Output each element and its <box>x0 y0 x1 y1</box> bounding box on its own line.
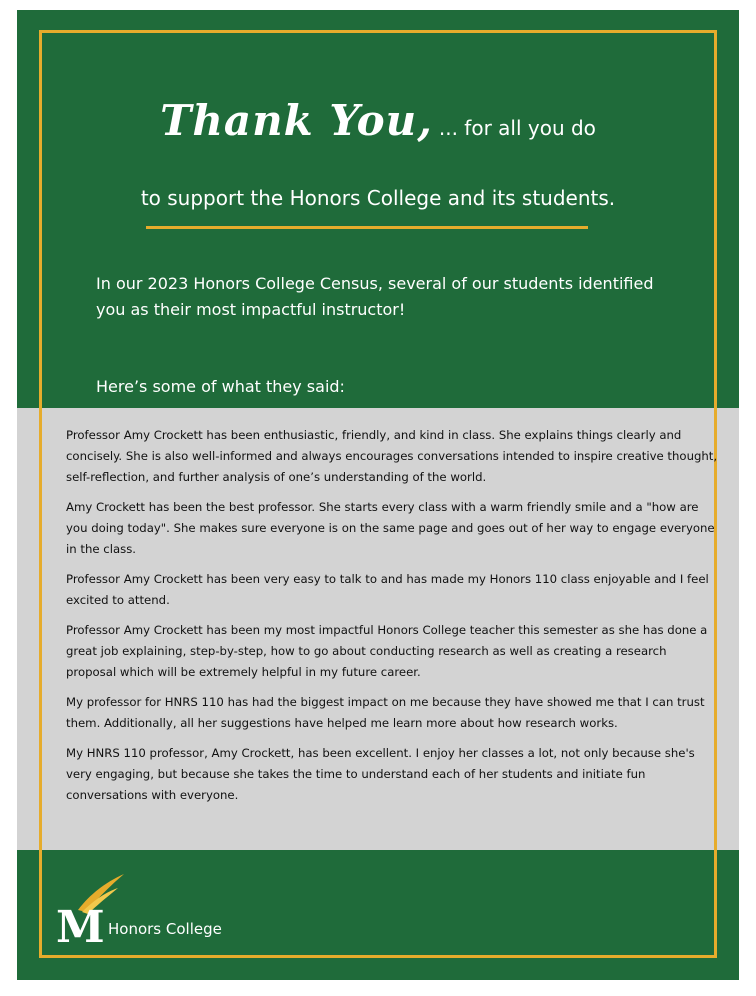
quote-item: Professor Amy Crockett has been very easy to talk to and has made my Honors 110 class enjoyable and I feel excited to attend. <box>66 572 709 607</box>
quotes-list <box>66 425 718 815</box>
quote-item: My professor for HNRS 110 has had the biggest impact on me because they have showed me that I can trust them. Additionally, all her suggestions have helped me learn more about how research works. <box>66 695 705 730</box>
intro-text: In our 2023 Honors College Census, several of our students identified you as their most impactful instructor! <box>96 274 654 319</box>
quote-item: Amy Crockett has been the best professor. She starts every class with a warm friendly smile and a "how are you doing today". She makes sure everyone is on the same page and goes out of her way to engage everyone in the class. <box>66 500 715 556</box>
quote-item: My HNRS 110 professor, Amy Crockett, has been excellent. I enjoy her classes a lot, not only because she's very engaging, but because she takes the time to understand each of her students and initiate fun conversations with everyone. <box>66 746 695 802</box>
gold-divider <box>146 226 588 229</box>
headline-tail: ... for all you do <box>438 116 596 140</box>
college-name: Honors College <box>108 920 222 938</box>
quote-item: Professor Amy Crockett has been enthusiastic, friendly, and kind in class. She explains things clearly and concisely. She is also well-informed and always encourages conversations intended to inspire creative thought, self-reflection, and further analysis of one’s understanding of the world. <box>66 428 718 484</box>
subheading: to support the Honors College and its students. <box>140 186 616 210</box>
thank-you-script: Thank You, <box>160 96 433 145</box>
svg-text:M: M <box>56 902 105 948</box>
quote-item: Professor Amy Crockett has been my most impactful Honors College teacher this semester as she has done a great job explaining, step-by-step, how to go about conducting research as well as creating a research proposal which will be extremely helpful in my future career. <box>66 623 708 679</box>
headline <box>0 96 756 145</box>
lead-in-text: Here’s some of what they said: <box>96 377 345 396</box>
